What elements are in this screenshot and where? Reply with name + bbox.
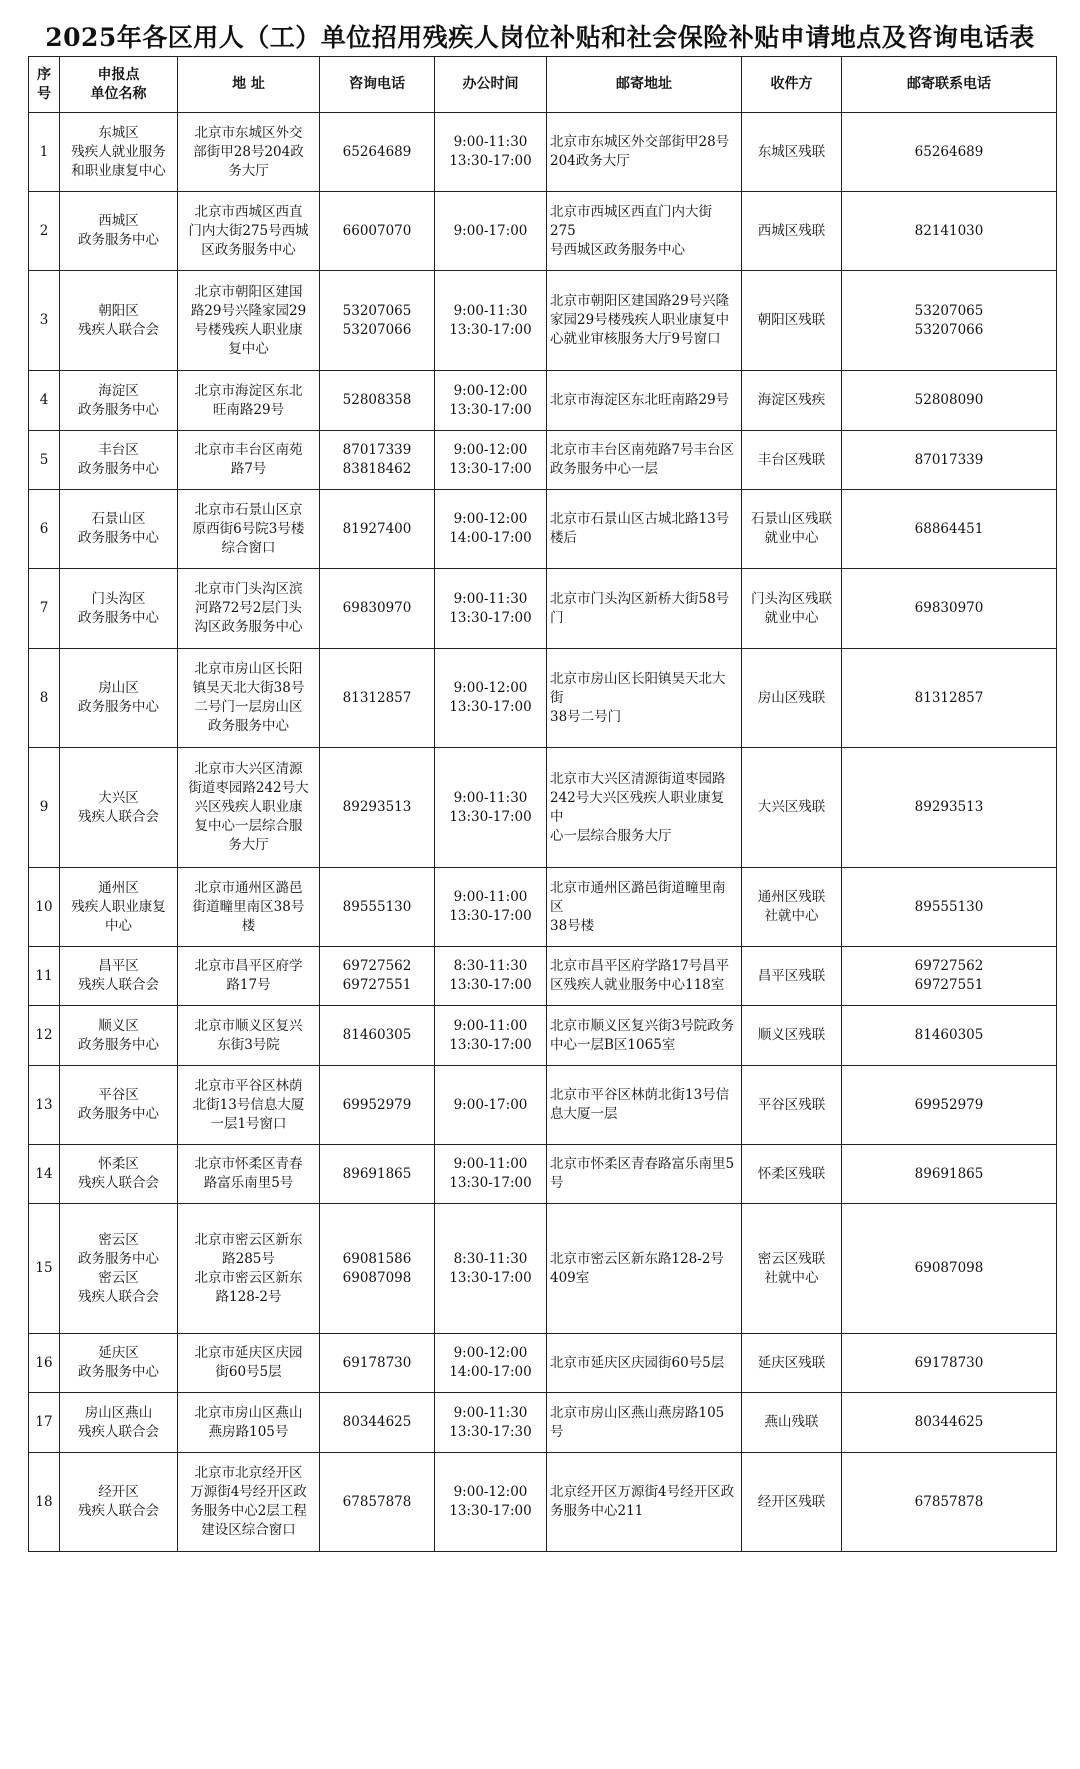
- row-address: 北京市西城区西直 门内大街275号西城 区政务服务中心: [178, 192, 320, 271]
- row-recipient: 朝阳区残联: [742, 271, 842, 371]
- table-row: [29, 1145, 1057, 1204]
- row-recipient: 通州区残联 社就中心: [742, 868, 842, 947]
- table-row: [29, 748, 1057, 868]
- row-hours: 9:00-12:00 13:30-17:00: [435, 649, 547, 748]
- row-phone: 69952979: [320, 1066, 435, 1145]
- table-row: [29, 271, 1057, 371]
- row-address: 北京市怀柔区青春 路富乐南里5号: [178, 1145, 320, 1204]
- row-hours: 8:30-11:30 13:30-17:00: [435, 1204, 547, 1334]
- row-unit: 密云区 政务服务中心 密云区 残疾人联合会: [60, 1204, 178, 1334]
- row-seq: 5: [29, 431, 60, 490]
- row-mail-phone: 68864451: [842, 490, 1057, 569]
- data-table: [28, 56, 1057, 1552]
- table-row: [29, 1204, 1057, 1334]
- row-recipient: 燕山残联: [742, 1393, 842, 1453]
- row-address: 北京市东城区外交 部街甲28号204政 务大厅: [178, 113, 320, 192]
- row-hours: 9:00-11:30 13:30-17:00: [435, 113, 547, 192]
- row-mail-address: 北京市房山区燕山燕房路105号: [547, 1393, 742, 1453]
- header-mail-phone: 邮寄联系电话: [842, 57, 1057, 113]
- row-seq: 7: [29, 569, 60, 649]
- row-mail-phone: 69952979: [842, 1066, 1057, 1145]
- row-unit: 门头沟区 政务服务中心: [60, 569, 178, 649]
- row-seq: 10: [29, 868, 60, 947]
- row-seq: 2: [29, 192, 60, 271]
- row-seq: 18: [29, 1453, 60, 1552]
- row-recipient: 海淀区残疾: [742, 371, 842, 431]
- row-mail-phone: 89293513: [842, 748, 1057, 868]
- row-mail-address: 北京市房山区长阳镇昊天北大街 38号二号门: [547, 649, 742, 748]
- row-mail-phone: 69727562 69727551: [842, 947, 1057, 1006]
- row-recipient: 昌平区残联: [742, 947, 842, 1006]
- row-recipient: 西城区残联: [742, 192, 842, 271]
- row-phone: 67857878: [320, 1453, 435, 1552]
- row-address: 北京市房山区燕山 燕房路105号: [178, 1393, 320, 1453]
- row-hours: 9:00-11:00 13:30-17:00: [435, 868, 547, 947]
- row-address: 北京市昌平区府学 路17号: [178, 947, 320, 1006]
- row-mail-phone: 89691865: [842, 1145, 1057, 1204]
- row-unit: 朝阳区 残疾人联合会: [60, 271, 178, 371]
- row-hours: 9:00-12:00 14:00-17:00: [435, 1334, 547, 1393]
- row-hours: 9:00-11:00 13:30-17:00: [435, 1006, 547, 1066]
- row-mail-phone: 81460305: [842, 1006, 1057, 1066]
- row-address: 北京市通州区潞邑 街道疃里南区38号 楼: [178, 868, 320, 947]
- header-phone: 咨询电话: [320, 57, 435, 113]
- table-row: [29, 113, 1057, 192]
- row-mail-phone: 87017339: [842, 431, 1057, 490]
- row-hours: 9:00-11:30 13:30-17:00: [435, 748, 547, 868]
- row-unit: 经开区 残疾人联合会: [60, 1453, 178, 1552]
- row-mail-phone: 69178730: [842, 1334, 1057, 1393]
- row-mail-address: 北京市西城区西直门内大街275 号西城区政务服务中心: [547, 192, 742, 271]
- row-phone: 81927400: [320, 490, 435, 569]
- row-address: 北京市石景山区京 原西街6号院3号楼 综合窗口: [178, 490, 320, 569]
- row-unit: 怀柔区 残疾人联合会: [60, 1145, 178, 1204]
- row-seq: 13: [29, 1066, 60, 1145]
- row-mail-address: 北京市通州区潞邑街道疃里南区 38号楼: [547, 868, 742, 947]
- row-mail-address: 北京市朝阳区建国路29号兴隆 家园29号楼残疾人职业康复中 心就业审核服务大厅9号窗口: [547, 271, 742, 371]
- row-hours: 9:00-12:00 13:30-17:00: [435, 431, 547, 490]
- table-row: [29, 947, 1057, 1006]
- row-seq: 4: [29, 371, 60, 431]
- row-phone: 66007070: [320, 192, 435, 271]
- row-recipient: 石景山区残联 就业中心: [742, 490, 842, 569]
- row-phone: 69727562 69727551: [320, 947, 435, 1006]
- row-mail-address: 北京市石景山区古城北路13号 楼后: [547, 490, 742, 569]
- row-mail-phone: 53207065 53207066: [842, 271, 1057, 371]
- row-hours: 9:00-12:00 13:30-17:00: [435, 1453, 547, 1552]
- row-recipient: 东城区残联: [742, 113, 842, 192]
- header-mail-address: 邮寄地址: [547, 57, 742, 113]
- row-address: 北京市海淀区东北 旺南路29号: [178, 371, 320, 431]
- row-unit: 延庆区 政务服务中心: [60, 1334, 178, 1393]
- header-address: 地 址: [178, 57, 320, 113]
- row-mail-phone: 67857878: [842, 1453, 1057, 1552]
- row-seq: 17: [29, 1393, 60, 1453]
- row-seq: 11: [29, 947, 60, 1006]
- row-mail-phone: 69087098: [842, 1204, 1057, 1334]
- row-hours: 9:00-11:00 13:30-17:00: [435, 1145, 547, 1204]
- table-row: [29, 1393, 1057, 1453]
- row-recipient: 丰台区残联: [742, 431, 842, 490]
- row-unit: 房山区 政务服务中心: [60, 649, 178, 748]
- row-mail-address: 北京市延庆区庆园街60号5层: [547, 1334, 742, 1393]
- row-mail-phone: 52808090: [842, 371, 1057, 431]
- row-recipient: 平谷区残联: [742, 1066, 842, 1145]
- row-address: 北京市延庆区庆园 街60号5层: [178, 1334, 320, 1393]
- row-unit: 海淀区 政务服务中心: [60, 371, 178, 431]
- row-phone: 80344625: [320, 1393, 435, 1453]
- row-mail-address: 北京市平谷区林荫北街13号信 息大厦一层: [547, 1066, 742, 1145]
- header-row: [29, 57, 1057, 113]
- row-hours: 9:00-11:30 13:30-17:30: [435, 1393, 547, 1453]
- table-row: [29, 1006, 1057, 1066]
- row-unit: 大兴区 残疾人联合会: [60, 748, 178, 868]
- row-mail-address: 北京市门头沟区新桥大街58号 门: [547, 569, 742, 649]
- row-seq: 8: [29, 649, 60, 748]
- header-unit: 申报点 单位名称: [60, 57, 178, 113]
- page-title: 2025年各区用人（工）单位招用残疾人岗位补贴和社会保险补贴申请地点及咨询电话表: [45, 23, 1035, 52]
- row-seq: 3: [29, 271, 60, 371]
- row-seq: 1: [29, 113, 60, 192]
- row-unit: 顺义区 政务服务中心: [60, 1006, 178, 1066]
- row-seq: 14: [29, 1145, 60, 1204]
- row-unit: 昌平区 残疾人联合会: [60, 947, 178, 1006]
- row-unit: 通州区 残疾人职业康复 中心: [60, 868, 178, 947]
- row-hours: 9:00-12:00 14:00-17:00: [435, 490, 547, 569]
- row-mail-address: 北京市顺义区复兴街3号院政务 中心一层B区1065室: [547, 1006, 742, 1066]
- row-phone: 53207065 53207066: [320, 271, 435, 371]
- row-phone: 69178730: [320, 1334, 435, 1393]
- row-mail-phone: 69830970: [842, 569, 1057, 649]
- row-unit: 平谷区 政务服务中心: [60, 1066, 178, 1145]
- table-row: [29, 569, 1057, 649]
- row-mail-address: 北京经开区万源街4号经开区政 务服务中心211: [547, 1453, 742, 1552]
- row-hours: 9:00-12:00 13:30-17:00: [435, 371, 547, 431]
- row-address: 北京市大兴区清源 街道枣园路242号大 兴区残疾人职业康 复中心一层综合服 务大厅: [178, 748, 320, 868]
- row-unit: 石景山区 政务服务中心: [60, 490, 178, 569]
- row-mail-phone: 65264689: [842, 113, 1057, 192]
- header-seq: 序 号: [29, 57, 60, 113]
- row-mail-phone: 81312857: [842, 649, 1057, 748]
- row-seq: 6: [29, 490, 60, 569]
- table-row: [29, 431, 1057, 490]
- row-mail-address: 北京市东城区外交部街甲28号 204政务大厅: [547, 113, 742, 192]
- table-row: [29, 649, 1057, 748]
- row-unit: 丰台区 政务服务中心: [60, 431, 178, 490]
- header-recipient: 收件方: [742, 57, 842, 113]
- row-address: 北京市房山区长阳 镇昊天北大街38号 二号门一层房山区 政务服务中心: [178, 649, 320, 748]
- row-recipient: 延庆区残联: [742, 1334, 842, 1393]
- row-phone: 89293513: [320, 748, 435, 868]
- row-address: 北京市密云区新东 路285号 北京市密云区新东 路128-2号: [178, 1204, 320, 1334]
- row-unit: 西城区 政务服务中心: [60, 192, 178, 271]
- row-phone: 89555130: [320, 868, 435, 947]
- row-unit: 房山区燕山 残疾人联合会: [60, 1393, 178, 1453]
- row-phone: 52808358: [320, 371, 435, 431]
- row-address: 北京市门头沟区滨 河路72号2层门头 沟区政务服务中心: [178, 569, 320, 649]
- row-recipient: 经开区残联: [742, 1453, 842, 1552]
- row-recipient: 大兴区残联: [742, 748, 842, 868]
- row-hours: 9:00-17:00: [435, 192, 547, 271]
- row-seq: 16: [29, 1334, 60, 1393]
- row-address: 北京市北京经开区 万源街4号经开区政 务服务中心2层工程 建设区综合窗口: [178, 1453, 320, 1552]
- row-address: 北京市丰台区南苑 路7号: [178, 431, 320, 490]
- row-phone: 87017339 83818462: [320, 431, 435, 490]
- row-hours: 8:30-11:30 13:30-17:00: [435, 947, 547, 1006]
- row-phone: 81460305: [320, 1006, 435, 1066]
- row-mail-address: 北京市密云区新东路128-2号 409室: [547, 1204, 742, 1334]
- table-row: [29, 1453, 1057, 1552]
- row-seq: 12: [29, 1006, 60, 1066]
- row-recipient: 怀柔区残联: [742, 1145, 842, 1204]
- row-phone: 65264689: [320, 113, 435, 192]
- row-phone: 81312857: [320, 649, 435, 748]
- row-recipient: 密云区残联 社就中心: [742, 1204, 842, 1334]
- row-hours: 9:00-17:00: [435, 1066, 547, 1145]
- header-hours: 办公时间: [435, 57, 547, 113]
- table-row: [29, 490, 1057, 569]
- row-phone: 89691865: [320, 1145, 435, 1204]
- row-hours: 9:00-11:30 13:30-17:00: [435, 271, 547, 371]
- row-mail-address: 北京市丰台区南苑路7号丰台区 政务服务中心一层: [547, 431, 742, 490]
- table-row: [29, 371, 1057, 431]
- table-row: [29, 1334, 1057, 1393]
- table-row: [29, 1066, 1057, 1145]
- row-address: 北京市平谷区林荫 北街13号信息大厦 一层1号窗口: [178, 1066, 320, 1145]
- row-seq: 9: [29, 748, 60, 868]
- row-recipient: 房山区残联: [742, 649, 842, 748]
- row-seq: 15: [29, 1204, 60, 1334]
- row-hours: 9:00-11:30 13:30-17:00: [435, 569, 547, 649]
- row-mail-address: 北京市昌平区府学路17号昌平 区残疾人就业服务中心118室: [547, 947, 742, 1006]
- row-mail-address: 北京市海淀区东北旺南路29号: [547, 371, 742, 431]
- row-unit: 东城区 残疾人就业服务 和职业康复中心: [60, 113, 178, 192]
- row-mail-phone: 89555130: [842, 868, 1057, 947]
- row-mail-phone: 80344625: [842, 1393, 1057, 1453]
- row-phone: 69081586 69087098: [320, 1204, 435, 1334]
- table-row: [29, 192, 1057, 271]
- row-mail-address: 北京市大兴区清源街道枣园路 242号大兴区残疾人职业康复中 心一层综合服务大厅: [547, 748, 742, 868]
- row-mail-address: 北京市怀柔区青春路富乐南里5 号: [547, 1145, 742, 1204]
- row-recipient: 门头沟区残联 就业中心: [742, 569, 842, 649]
- row-address: 北京市顺义区复兴 东街3号院: [178, 1006, 320, 1066]
- row-address: 北京市朝阳区建国 路29号兴隆家园29 号楼残疾人职业康 复中心: [178, 271, 320, 371]
- row-recipient: 顺义区残联: [742, 1006, 842, 1066]
- table-row: [29, 868, 1057, 947]
- row-mail-phone: 82141030: [842, 192, 1057, 271]
- row-phone: 69830970: [320, 569, 435, 649]
